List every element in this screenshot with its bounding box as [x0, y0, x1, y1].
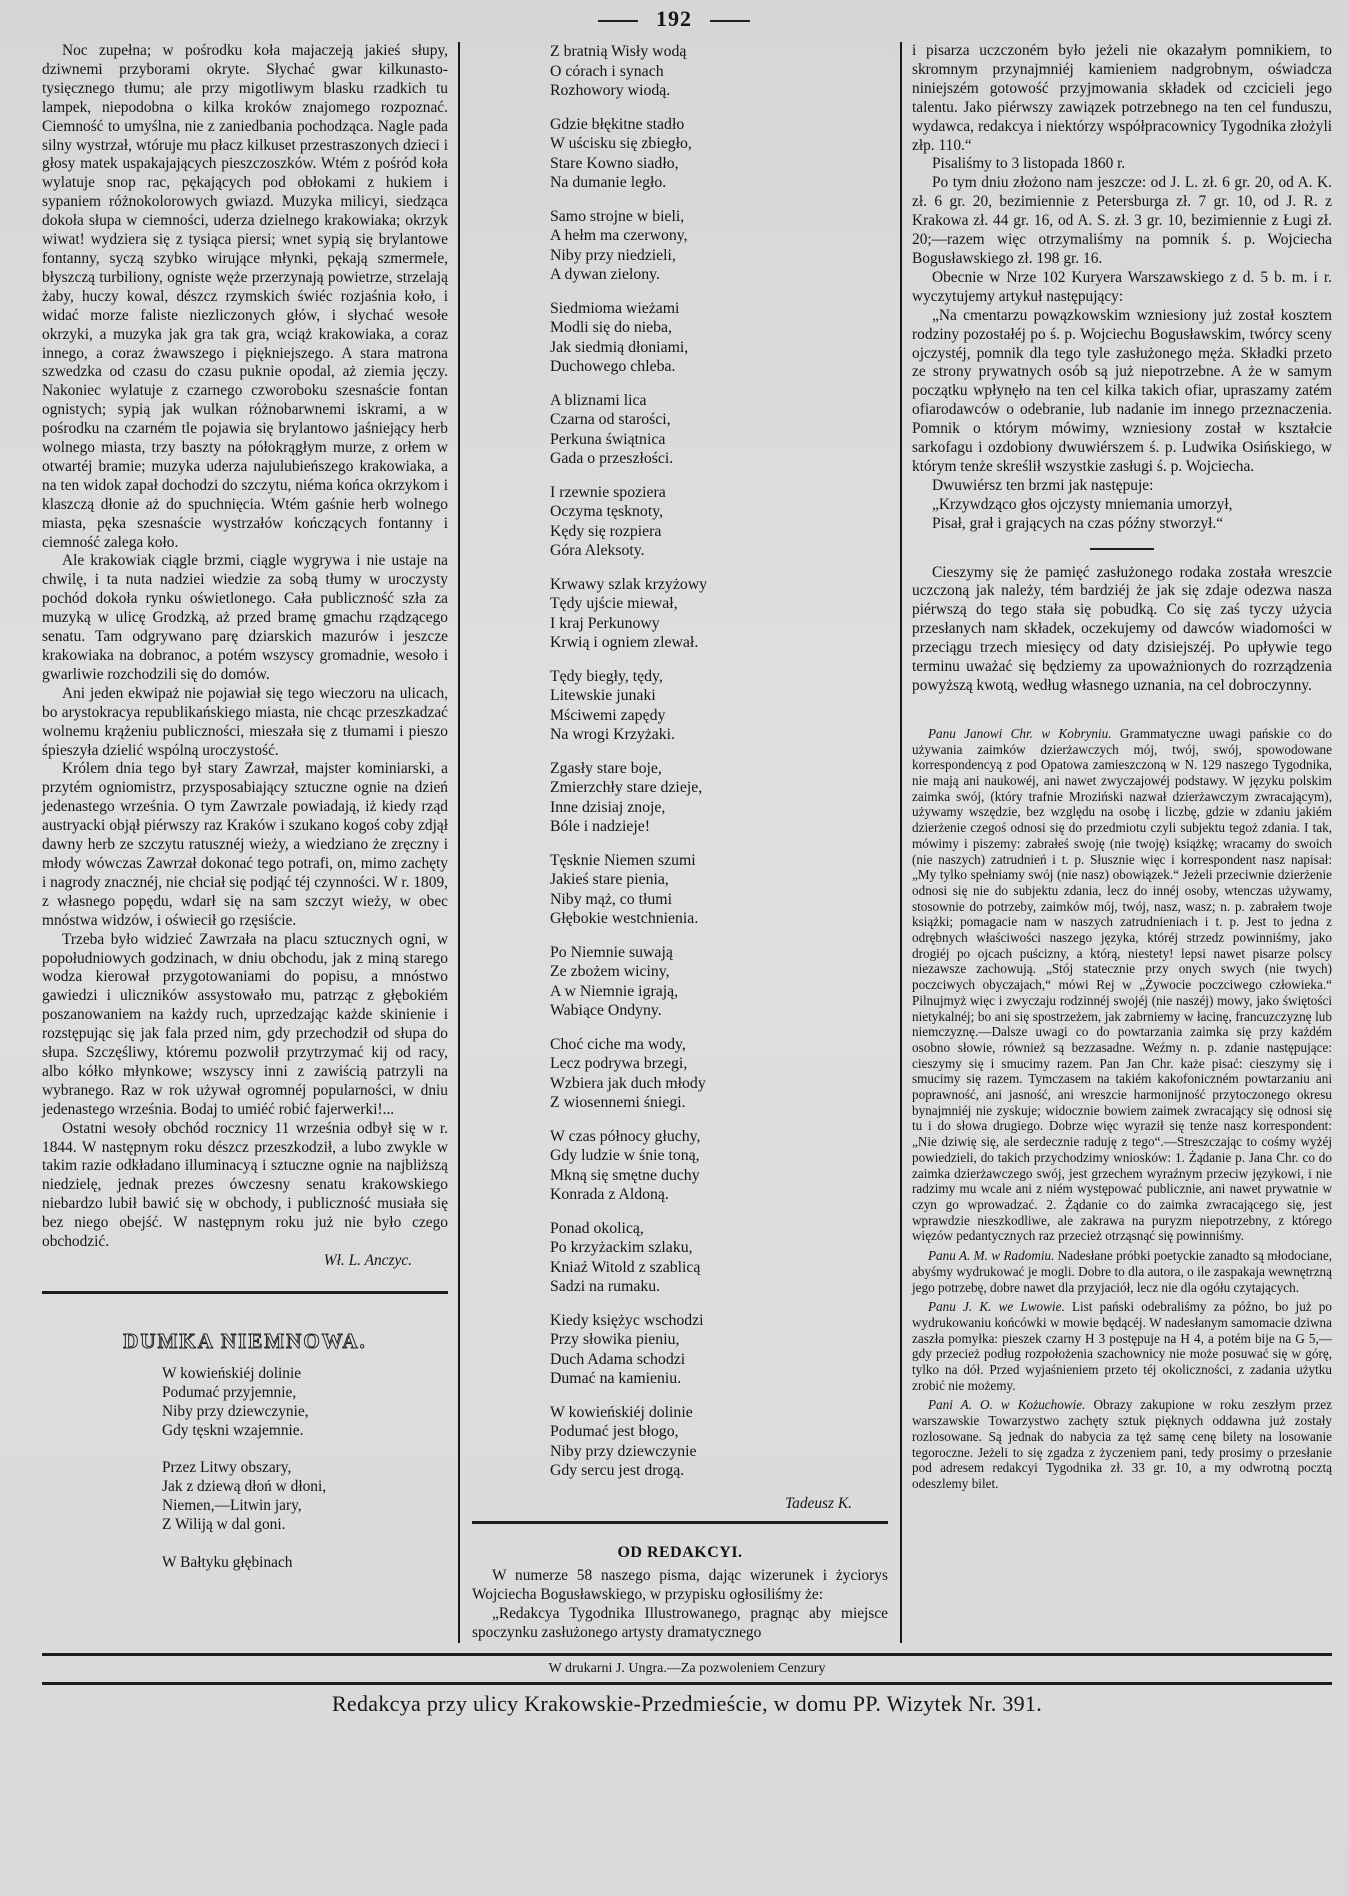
poem-line: Niby przy dziewczynie	[550, 1442, 697, 1460]
poem-line: Dumać na kamieniu.	[550, 1370, 682, 1387]
poem-line: Na dumanie legło.	[550, 174, 667, 191]
editorial-paragraph: Dwuwiérsz ten brzmi jak następuje:	[932, 476, 1154, 494]
poem-line: Rozhowory wiodą.	[550, 82, 671, 99]
header-dash-right	[710, 20, 750, 22]
editorial-closing: Cieszymy się że pamięć zasłużonego rodaka została wreszcie uczczoną jak należy, tém bardziéj że jak się zdaje odezwa nasza piérwszą do tego stała się pobudką. Co się zaś tyczy użycia przesłanych nam składek, oczekujemy od dawców wiadomości w przeciągu trzech miesięcy od daty dzisiejszéj. Po upływie tego terminu uważać się będziemy za upoważnionych do rozrządzenia powyższą kwotą, według własnego uznania, na cel dobroczynny.	[912, 563, 1332, 694]
poem-line: Gada o przeszłości.	[550, 450, 674, 467]
correspondence-item	[912, 1299, 1332, 1393]
poem-line: Kiedy księżyc wschodzi	[550, 1311, 704, 1329]
poem-line: Na wrogi Krzyżaki.	[550, 726, 676, 743]
column-2	[460, 42, 902, 1643]
correspondence-addressee: Pani A. O. w Kożuchowie.	[928, 1397, 1086, 1413]
section-rule	[42, 1291, 448, 1294]
poem-line: Tędy ujście miewał,	[550, 595, 678, 612]
poem-line: I rzewnie spoziera	[550, 483, 666, 501]
poem-stanza	[162, 1365, 448, 1441]
poem-line: Stare Kowno siadło,	[550, 154, 679, 172]
correspondence-addressee: Panu J. K. we Lwowie.	[928, 1299, 1065, 1315]
section-rule	[472, 1521, 888, 1524]
footer	[42, 1653, 1332, 1719]
poem-stanza	[550, 299, 888, 377]
poem-line: Mkną się smętne duchy	[550, 1166, 700, 1184]
correspondence-text: Grammatyczne uwagi pańskie co do używania zaimków dzierżawczych mój, twój, swój, spowodowane korrespondencyą z pod Opatowa zamieszczoną w N. 129 naszego Tygodnika, nie mają ani naukowéj, ani nawet zwyczajowéj podstawy. W języku polskim zaimka swój, (który trafnie Mroziński nazwał dzierżawczym zwracającym), używamy wszędzie, bez względu na osobę i liczbę, gdzie w zdaniu jakiém dzierżenie czegoś odnosi się do przedmiotu czyli subjektu tegoż zdania. I tak, mówimy i piszemy: zabrałeś swoję (nie twoję) książkę; wracamy do swoich (nie naszych) zatrudnień i t. p. Słusznie więc i korrespondent nasz napisał: „My tylko spełniamy swój (nie nasz) obowiązek.“ Jeżeli przeciwnie dzierżenie odnosi się nie do subjektu zdania, lecz do innéj osoby, wtenczas używamy, stosownie do potrzeby, zaimków mój, twój, nasz, wasz; n. p. zabrałem twoje książki; pomagacie nam w naszych zatrudnieniach i t. p. Jest to jedna z odrębnych właściwości naszego języka, któréj strzedz powinniśmy, jako drogiéj po ojcach puścizny, a którą, niestety! lepsi nawet pisarze polscy niezawsze zachowują. „Stój statecznie przy onych swych (nie twych) poczciwych obyczajach,“ mówi Rej w „Żywocie poczciwego człowieka.“ Pilnujmyż więc i zwyczaju rodzinnéj swojéj (nie naszéj) mowy, jako świętości nietykalnéj; bo ani się spostrzeżem, jak zabrniemy w łacinę, francuzczyznę lub niemczyznę.—Dalsze uwagi co do powtarzania zaimka się przy każdém osobno słowie, również są bezzasadne. Weźmy n. p. zdanie następujące: cieszymy się i smucimy razem. Pan Jan Chr. każe pisać: cieszymy się i smucimy się razem. Tymczasem na takiém kakofoniczném powtarzaniu ani poprawność, ani jasność, ani wreszcie harmonijność przytoczonego okresu bynajmniéj nie zyskuje; widocznie bowiem zaimek zwracający się odnosi się tu i do słowa drugiego. Dobrze więc wyraził się tenże nasz korrespondent: „Nie dziwię się, ale serdecznie raduję z tego“.—Streszczając to cośmy wyżéj powiedzieli, do takich przychodzimy wniosków: 1. Żądanie p. Jana Chr. co do zaimka dzierżawczego swój, jest grzechem wyraźnym przeciw językowi, i nie radzimy mu wcale ani z niém występować publicznie, ani nawet prywatnie w czyn go wprowadzać. 2. Żądanie co do zaimka zwracającego się, jest wprawdzie nieszkodliwe, ale zakrawa na puryzm niepotrzebny, z którego więzów pedantycznych raz przecież otrząsnąć się powinniśmy.	[912, 725, 1332, 1244]
poem-line: Sadzi na rumaku.	[550, 1278, 661, 1295]
poem-line: W uścisku się zbiegło,	[550, 135, 692, 152]
poem-line: Po krzyżackim szlaku,	[550, 1239, 693, 1256]
poem-line: Litewskie junaki	[550, 687, 656, 704]
correspondence-text: List pański odebraliśmy za późno, bo już po wydrukowaniu końcówki w mowie będącéj. W nadesłanym samomacie dziwna zaszła pomyłka: pieszek czarny H 3 postępuje na H 4, a potém bije na G 5,—gdy przecież podług rozpołożenia szachownicy nie może posuwać się w górę, tylko na dół. Przed wyjaśnieniem przeto téj okoliczności, z zadania użytku zrobić nie możemy.	[912, 1299, 1332, 1393]
poem-stanza	[550, 759, 888, 837]
correspondence-section	[912, 726, 1332, 1492]
poem-line: Wzbiera jak duch młody	[550, 1074, 706, 1092]
article-paragraph: Ostatni wesoły obchód rocznicy 11 września odbył się w r. 1844. W następnym roku dészcz przeszkodził, a lubo zwykle w takim razie odkładano illuminacyą i sztuczne ognie na najbliższą niedzielę, jednak prezes ówczesny senatu krakowskiego niebardzo lubił bawić się w obchody, i publiczność musiała się bez niego obejść. W następnym roku już nie było czego obchodzić.	[42, 1119, 448, 1251]
poem-signature: Tadeusz K.	[784, 1494, 852, 1512]
poem-line: W kowieńskiéj dolinie	[162, 1364, 302, 1382]
poem-continuation	[550, 42, 888, 1481]
poem-line: Przy słowika pieniu,	[550, 1331, 680, 1348]
poem-line: Ze zbożem wiciny,	[550, 963, 670, 980]
poem-line: A bliznami lica	[550, 391, 647, 409]
poem-line: Czarna od starości,	[550, 411, 671, 428]
poem-line: A dywan zielony.	[550, 266, 660, 283]
poem-stanza	[550, 1035, 888, 1113]
editorial-paragraph: W numerze 58 naszego pisma, dając wizerunek i życiorys Wojciecha Bogusławskiego, w przypisku ogłosiliśmy że:	[472, 1567, 888, 1604]
poem-line: W czas północy głuchy,	[550, 1127, 701, 1145]
poem-line: Gdy sercu jest drogą.	[550, 1462, 685, 1479]
poem-line: Podumać jest błogo,	[550, 1423, 679, 1440]
poem-line: Inne dzisiaj znoje,	[550, 798, 666, 816]
article-paragraph: Królem dnia tego był stary Zawrzał, majster kominiarski, a przytém ogniomistrz, przysposabiający sztuczne ognie na dzień jedenastego września. O tym Zawrzale powiadają, iż kiedy rząd austryacki objął piérwszy raz Kraków i szukano kogoś coby zdjął dawny herb ze szczytu ratusznéj wieży, a wiedziano że zręczny i młody wówczas Zawrzał dokonać tego potrafi, on, mimo zachęty i nagrody znacznéj, nie chciał się podjąć téj czynności. W r. 1809, z własnego popędu, wdarł się na sam szczyt wieży, w obec mnóstwa widzów, i oświecił go rzęsiście.	[42, 760, 448, 929]
poem-line: Przez Litwy obszary,	[162, 1459, 292, 1477]
article-paragraph: Ani jeden ekwipaż nie pojawiał się tego wieczoru na ulicach, bo arystokracya republikańskiego miasta, nie chcąc przeszkadzać wolnemu krążeniu publiczności, mieszała się z tłumami i pieszo śpieszyła dzielić wspólną uroczystość.	[42, 684, 448, 759]
poem-line: Zgasły stare boje,	[550, 759, 662, 777]
editorial-address: Redakcya przy ulicy Krakowskie-Przedmieście, w domu PP. Wizytek Nr. 391.	[331, 1690, 1043, 1716]
poem-line: Mściwemi zapędy	[550, 706, 666, 724]
poem-line: Lecz podrywa brzegi,	[550, 1055, 688, 1072]
poem-stanza	[550, 115, 888, 193]
correspondence-item	[912, 1248, 1332, 1295]
poem-line: Gdy ludzie w śnie toną,	[550, 1147, 700, 1164]
poem-stanza	[550, 42, 888, 101]
poem-stanza	[162, 1554, 448, 1573]
poem-line: Niemen,—Litwin jary,	[162, 1497, 302, 1515]
header-dash-left	[598, 20, 638, 22]
article-signature: Wł. L. Anczyc.	[323, 1252, 412, 1269]
poem-line: Gdy tęskni wzajemnie.	[162, 1421, 304, 1439]
editorial-paragraph: Obecnie w Nrze 102 Kuryera Warszawskiego z d. 5 b. m. i r. wyczytujemy artykuł następujący:	[912, 268, 1332, 305]
editorial-paragraph: „Redakcya Tygodnika Illustrowanego, pragnąc aby miejsce spoczynku zasłużonego artysty dramatycznego	[472, 1605, 888, 1642]
poem-line: A w Niemnie igrają,	[550, 982, 679, 1000]
article-paragraph: Ale krakowiak ciągle brzmi, ciągle wygrywa i nie ustaje na chwilę, i ta nuta nadziei wiedzie za sobą tłumy w uroczysty pochód dokoła rynku oświetlonego. Cała publiczność szła za muzyką w ulicę Grodzką, aż przed bramę gmachu rządzącego senatu. Tam odgrywano parę dziarskich mazurów i jeszcze krakowiaka na dobranoc, a potém wszyscy gromadnie, wesoło i gwarliwie rozchodzili się do domów.	[42, 552, 448, 683]
poem-line: Siedmioma wieżami	[550, 299, 680, 317]
poem-line: Perkuna świątnica	[550, 430, 666, 448]
poem-line: Jakieś stare pienia,	[550, 871, 669, 888]
correspondence-text: Nadesłane próbki poetyckie zanadto są młodociane, abyśmy wydrukować je mogli. Dobre to dla autora, o ile zaspakaja wewnętrzną jego potrzebę, dobre nawet dla przyjaciół, lecz nie dla ogółu czytających.	[912, 1248, 1333, 1295]
poem-line: O córach i synach	[550, 62, 664, 80]
poem-line: Z wiosennemi śniegi.	[550, 1094, 686, 1111]
page-number: 192	[656, 6, 692, 31]
poem-stanza	[162, 1459, 448, 1535]
page-number-header	[0, 4, 1348, 38]
correspondence-addressee: Panu Janowi Chr. w Kobryniu.	[928, 725, 1112, 741]
editorial-heading: OD REDAKCYI.	[617, 1544, 743, 1562]
editorial-paragraph: Pisaliśmy to 3 listopada 1860 r.	[932, 155, 1126, 173]
column-1	[42, 42, 460, 1643]
poem-line: A hełm ma czerwony,	[550, 227, 688, 244]
poem-line: Niby przy dziewczynie,	[162, 1402, 309, 1420]
poem-line: Niby mąż, co tłumi	[550, 890, 672, 908]
poem-line: Krwią i ogniem zlewał.	[550, 634, 699, 651]
poem-stanza	[550, 1127, 888, 1205]
poem-line: Modli się do nieba,	[550, 319, 672, 336]
correspondence-item	[912, 1397, 1332, 1491]
poem-stanza	[550, 1403, 888, 1481]
poem-line: W Bałtyku głębinach	[162, 1553, 293, 1571]
correspondence-text: Obrazy zakupione w roku zeszłym przez warszawskie Towarzystwo zachęty sztuk pięknych oddawna już zostały rozlosowane. Są jednak do nabycia za tęż samę cenę bilety na losowanie tegoroczne. Jeżeli to się zgadza z życzeniem pani, tedy prosimy o przesłanie pod adresem redakcyi Tygodnika zł. 33 gr. 10, a my odwrotną pocztą odeszlemy bilet.	[912, 1397, 1333, 1491]
couplet-line: Pisał, grał i grających na czas późny stworzył.“	[932, 514, 1224, 532]
poem-stanza	[550, 667, 888, 745]
poem-stanza	[550, 943, 888, 1021]
poem-line: Jak z dziewą dłoń w dłoni,	[162, 1478, 327, 1496]
poem-line: Wabiące Ondyny.	[550, 1002, 662, 1019]
column-3	[902, 42, 1332, 1643]
poem-line: Jak siedmią dłoniami,	[550, 338, 689, 356]
poem-line: Kędy się rozpiera	[550, 522, 662, 540]
poem-stanza	[550, 391, 888, 469]
poem-line: Podumać przyjemnie,	[162, 1383, 297, 1401]
poem-title: DUMKA NIEMNOWA.	[123, 1328, 367, 1353]
poem-stanza	[550, 483, 888, 561]
printer-imprint: W drukarni J. Ungra.—Za pozwoleniem Cenzury	[548, 1660, 826, 1676]
poem-line: Ponad okolicą,	[550, 1219, 644, 1237]
article-paragraph: Noc zupełna; w pośrodku koła majaczeją jakieś słupy, dziwnemi przyborami okryte. Słychać gwar kilkunasto-tysięcznego tłumu; ale przy migotliwym blasku rzadkich tu lampek, niepodobna o kilka kroków znajomego rozpoznać. Ciemność to umyślna, nie z zaniedbania pochodząca. Nagle pada silny wystrzał, wtóruje mu płacz kilkuset przestraszonych dzieci i głosy matek uspakajających pieszczoszków. Wtém z pośród koła wylatuje snop rac, pękających pod obłokami z hukiem i sypaniem różnokolorowych gwiazd. Muzyka milicyi, siedząca dokoła słupa w ciemności, uderza dzielnego krakowiaka; okrzyk wiwat! wydziera się z tysiąca piersi; wnet sypią się brylantowe fontanny, syczą szybko wirujące młynki, pękają szmermele, błyszczą turbiliony, ogniste węże przerzynają powietrze, strzelają żaby, huczy kowal, dészcz rzymskich świéc rozjaśnia koło, i widać morze faliste niezliczonych głów, i słychać wesołe okrzyki, a muzyka jak gra tak gra, wciąż krakowiaka, a coraz innego, a coraz żwawszego i piękniejszego. A stara matrona szwedzka od czasu do czasu puknie opodal, aż ziemia jęczy. Nakoniec wylatuje z czarnego czworoboku szesnaście fontan ognistych; sypią jak wulkan różnobarwnemi iskrami, a w pośrodku na czarném tle pojawia się brylantowo jaśniejący herb wolnego miasta, trzy baszty na półokrągłym murze, z orłem w otwartéj bramie; muzyka uderza najulubieńszego krakowiaka, a na ten widok zapał dochodzi do szczytu, niéma końca okrzykom i klaszczą dłonie aż do spuchnięcia. Wtém gaśnie herb wolnego miasta, pęka szesnaście wystrzałów kończących fontanny i ciemność zalega koło.	[42, 42, 448, 551]
poem-stanza	[550, 1311, 888, 1389]
poem-line: Góra Aleksoty.	[550, 542, 645, 559]
poem-line: Głębokie westchnienia.	[550, 910, 699, 927]
short-rule	[1090, 548, 1154, 550]
poem-line: Oczyma tęsknoty,	[550, 503, 664, 520]
poem-line: Tędy biegły, tędy,	[550, 667, 663, 685]
couplet-line: „Krzywdząco głos ojczysty mniemania umorzył,	[932, 495, 1233, 513]
poem-line: Duchowego chleba.	[550, 358, 676, 375]
poem-line: Z Wiliją w dal goni.	[162, 1516, 286, 1534]
poem-stanza	[550, 575, 888, 653]
poem-line: Samo strojne w bieli,	[550, 207, 685, 225]
poem-stanza	[550, 851, 888, 929]
correspondence-item	[912, 726, 1332, 1244]
editorial-paragraph: i pisarza uczczoném było jeżeli nie okazałym pomnikiem, to skromnym przynajmniéj kamieniem nadgrobnym, oświadcza niniejszém gotowość przyjmowania składek od czcicieli jego talentu. Jako piérwszy zawiązek potrzebnego na ten cel funduszu, wydawca, redakcya i niektórzy współpracownicy Tygodnika złożyli złp. 110.“	[912, 42, 1332, 154]
poem-stanza	[550, 1219, 888, 1297]
poem-line: Bóle i nadzieje!	[550, 818, 651, 835]
poem-line: Krwawy szlak krzyżowy	[550, 575, 708, 593]
poem-line: Zmierzchły stare dzieje,	[550, 779, 703, 796]
poem-line: Duch Adama schodzi	[550, 1350, 686, 1368]
poem-line: Konrada z Aldoną.	[550, 1186, 669, 1203]
poem-line: Tęsknie Niemen szumi	[550, 851, 696, 869]
poem-line: Z bratnią Wisły wodą	[550, 43, 687, 60]
poem-line: I kraj Perkunowy	[550, 614, 660, 632]
poem-line: Choć ciche ma wody,	[550, 1035, 686, 1053]
poem-line: Po Niemnie suwają	[550, 943, 673, 961]
correspondence-addressee: Panu A. M. w Radomiu.	[928, 1248, 1055, 1264]
poem-line: Gdzie błękitne stadło	[550, 115, 685, 133]
poem-start	[162, 1365, 448, 1573]
quoted-article: „Na cmentarzu powązkowskim wzniesiony już został kosztem rodziny pozostałéj po ś. p. Wojciechu Bogusławskim, twórcy sceny ojczystéj, pomnik dla tego tyle zasłużonego męża. Składki przeto ze strony prywatnych osób są już niepotrzebne. A że w samym początku wpłynęło na ten cel kilka takich ofiar, upraszamy zatém ofiarodawców o odebranie, lub nadanie im innego przeznaczenia. Pomnik o którym mówimy, wzniesiony został w kształcie sarkofagu i ozdobiony dwuwiérszem ś. p. Ludwika Osińskiego, w którym tenże skreślił wszystkie zasługi ś. p. Wojciecha.	[912, 306, 1332, 475]
editorial-paragraph: Po tym dniu złożono nam jeszcze: od J. L. zł. 6 gr. 20, od A. K. zł. 6 gr. 20, bezimiennie z Petersburga zł. 7 gr. 10, od J. R. z Krakowa zł. 44 gr. 16, od A. S. zł. 3 gr. 10, bezimiennie z Ługi zł. 20;—razem więc otrzymaliśmy na pomnik ś. p. Wojciecha Bogusławskiego zł. 198 gr. 16.	[912, 174, 1332, 267]
poem-line: Niby przy niedzieli,	[550, 246, 676, 264]
poem-stanza	[550, 207, 888, 285]
poem-line: W kowieńskiéj dolinie	[550, 1403, 693, 1421]
columns	[42, 42, 1332, 1643]
poem-line: Kniaź Witold z szablicą	[550, 1258, 701, 1276]
article-paragraph: Trzeba było widzieć Zawrzała na placu sztucznych ogni, w popołudniowych godzinach, w dniu obchodu, jak z miną starego wodza kierował przygotowaniami do popisu, a mnóstwo gawiedzi i uliczników assystowało mu, patrząc z głębokiém poszanowaniem na każdy ruch, uprzedzając każde skinienie i rozstępując się jak fala przed nim, gdy przechodził od słupa do słupa. Szczęśliwy, któremu pozwolił przytrzymać kij od racy, albo kółko młynkowe; wszyscy inni z zawiścią patrzyli na wybranego. Raz w rok używał ogromnéj popularności, w dniu jedenastego września. Bodaj to umiéć robić fajerwerki!...	[42, 930, 448, 1118]
